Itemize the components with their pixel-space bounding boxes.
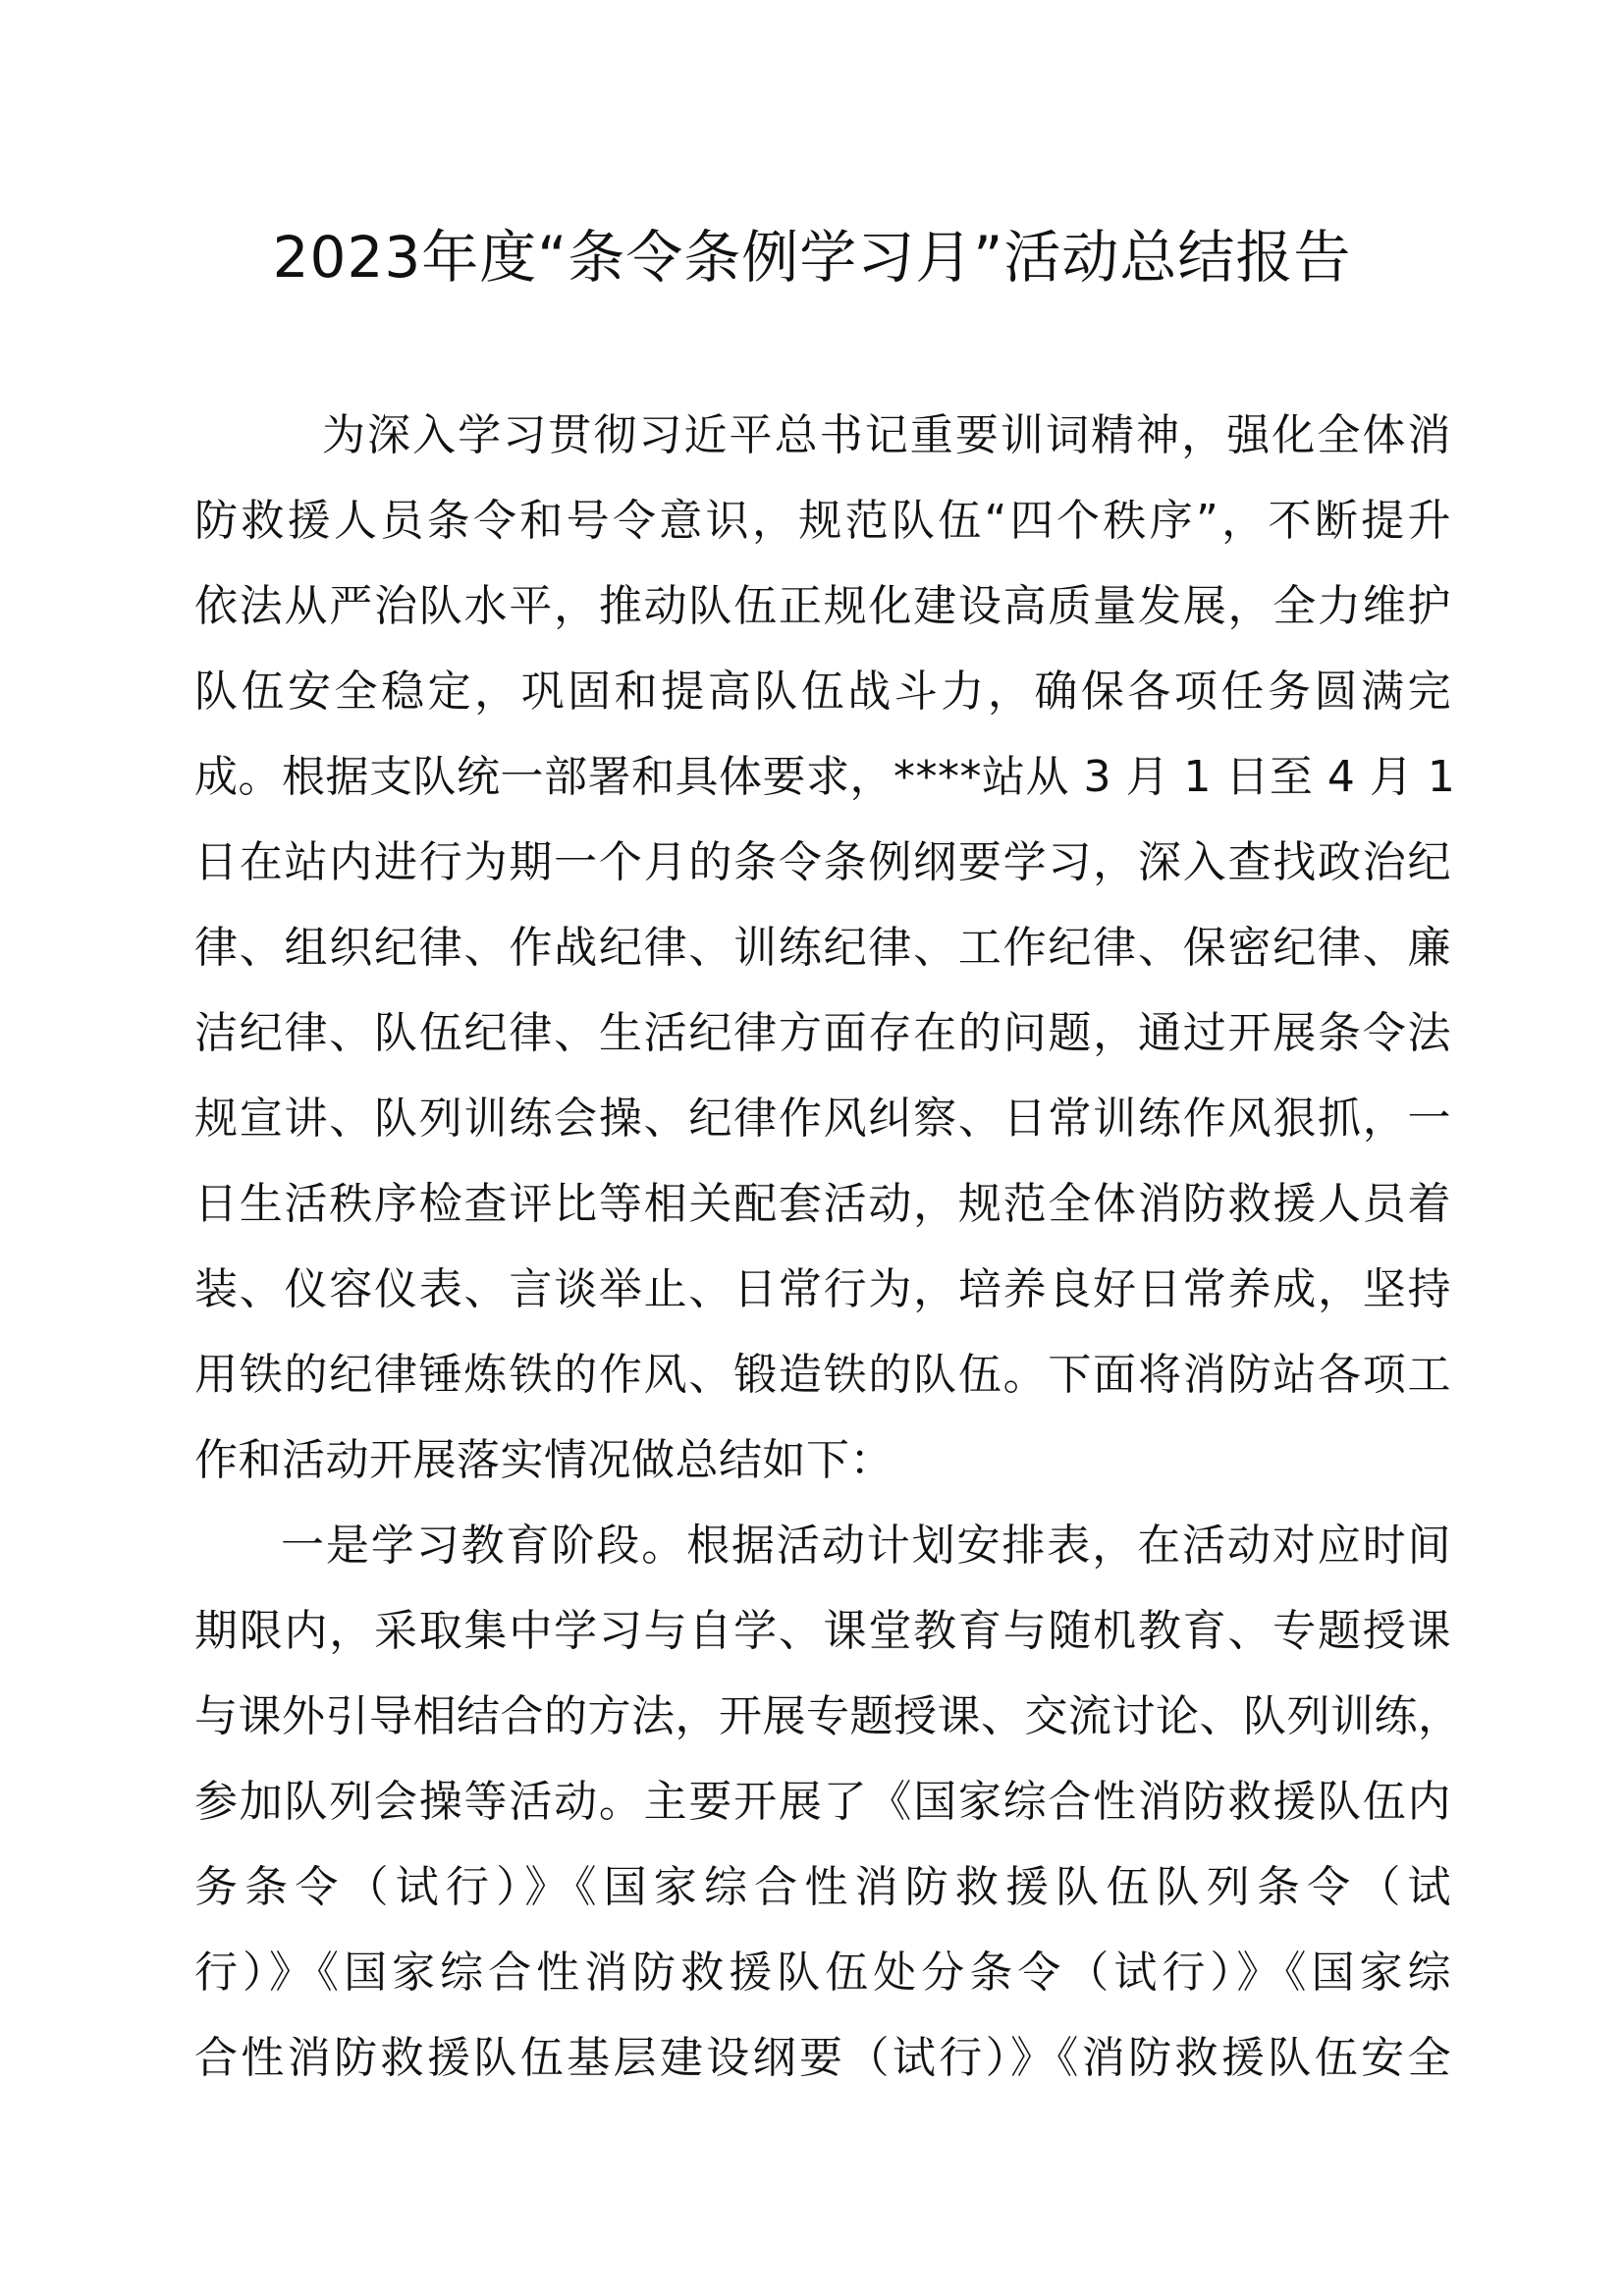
paragraph-line: 规宣讲、队列训练会操、纪律作风纠察、日常训练作风狠抓，一 [194, 1094, 1451, 1144]
paragraph-line: 律、组织纪律、作战纪律、训练纪律、工作纪律、保密纪律、廉 [194, 923, 1451, 973]
paragraph-line: 与课外引导相结合的方法，开展专题授课、交流讨论、队列训练， [194, 1691, 1462, 1741]
paragraph-line: 队伍安全稳定，巩固和提高队伍战斗力，确保各项任务圆满完 [194, 667, 1451, 717]
paragraph-line: 合性消防救援队伍基层建设纲要（试行）》《消防救援队伍安全 [194, 2033, 1451, 2083]
paragraph-line: 用铁的纪律锤炼铁的作风、锻造铁的队伍。下面将消防站各项工 [194, 1350, 1451, 1400]
paragraph-line: 务条令（试行）》《国家综合性消防救援队伍队列条令（试 [194, 1862, 1451, 1912]
paragraph-line: 洁纪律、队伍纪律、生活纪律方面存在的问题，通过开展条令法 [194, 1008, 1451, 1058]
paragraph-line: 防救援人员条令和号令意识，规范队伍“四个秩序”，不断提升 [194, 496, 1451, 546]
paragraph-line: 作和活动开展落实情况做总结如下： [194, 1435, 893, 1485]
paragraph-line: 一是学习教育阶段。根据活动计划安排表，在活动对应时间 [281, 1521, 1451, 1571]
paragraph-line: 成。根据支队统一部署和具体要求，****站从 3 月 1 日至 4 月 1 [194, 752, 1456, 802]
paragraph-line: 装、仪容仪表、言谈举止、日常行为，培养良好日常养成，坚持 [194, 1264, 1451, 1314]
paragraph-line: 行）》《国家综合性消防救援队伍处分条令（试行）》《国家综 [194, 1948, 1451, 1998]
paragraph-line: 期限内，采取集中学习与自学、课堂教育与随机教育、专题授课 [194, 1606, 1451, 1656]
document-title: 2023年度“条令条例学习月”活动总结报告 [272, 224, 1352, 291]
paragraph-line: 依法从严治队水平，推动队伍正规化建设高质量发展，全力维护 [194, 581, 1451, 631]
paragraph-line: 为深入学习贯彻习近平总书记重要训词精神，强化全体消 [322, 410, 1451, 460]
paragraph-line: 参加队列会操等活动。主要开展了《国家综合性消防救援队伍内 [194, 1777, 1451, 1827]
paragraph-line: 日在站内进行为期一个月的条令条例纲要学习，深入查找政治纪 [194, 837, 1451, 887]
paragraph-line: 日生活秩序检查评比等相关配套活动，规范全体消防救援人员着 [194, 1179, 1451, 1229]
document-body [194, 393, 1462, 2101]
